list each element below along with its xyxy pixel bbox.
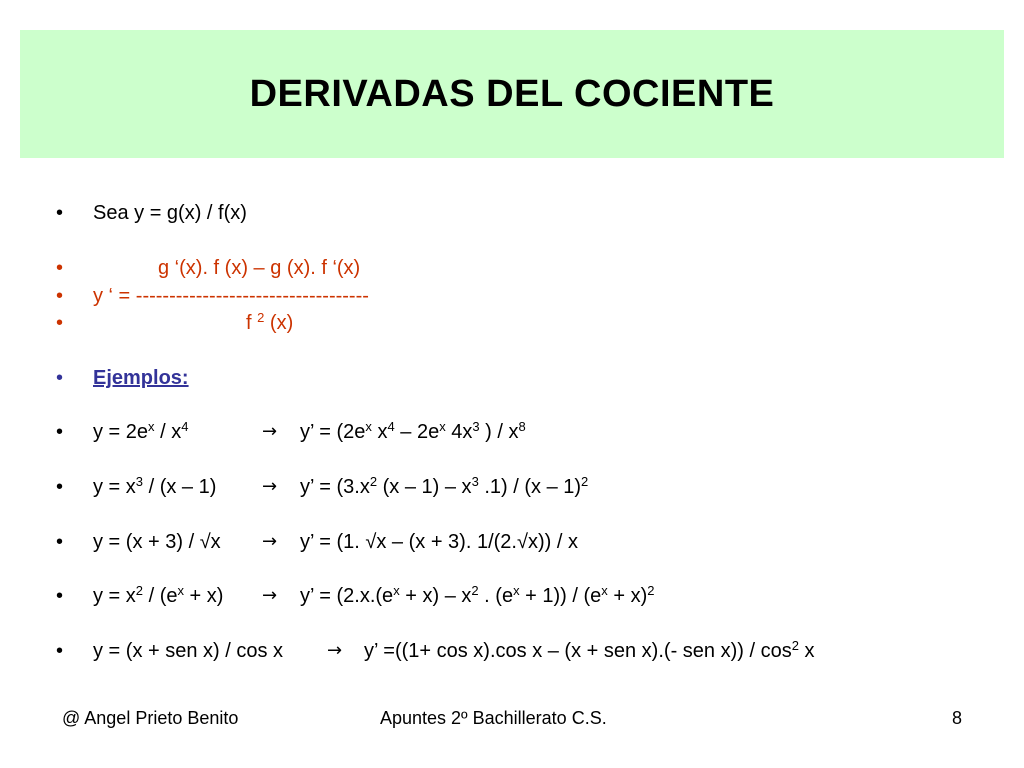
bullet: • xyxy=(56,421,64,443)
example-3 xyxy=(0,528,1024,556)
bullet: • xyxy=(56,367,64,389)
bullet: • xyxy=(56,257,64,279)
examples-heading: Ejemplos: xyxy=(93,367,189,389)
formula-numerator: g ‘(x). f (x) – g (x). f ‘(x) xyxy=(158,257,361,279)
example-5-function: y = (x + sen x) / cos x xyxy=(93,640,284,662)
footer-page-number: 8 xyxy=(952,708,963,728)
right-arrow-icon: → xyxy=(327,640,343,661)
slide-title: DERIVADAS DEL COCIENTE xyxy=(249,72,775,115)
example-2-function: $y = x^3 / (x - 1)$ xyxy=(93,474,217,498)
bullet-line-denominator xyxy=(0,309,1024,337)
bullet-line-ejemplos xyxy=(0,364,1024,392)
example-4-function: $y = x^2 / (e^x + x)$ xyxy=(93,583,224,607)
right-arrow-icon: → xyxy=(262,531,278,552)
bullet-line-numerator xyxy=(0,254,1024,282)
bullet: • xyxy=(56,640,64,662)
definition-text: Sea y = g(x) / f(x) xyxy=(93,202,247,224)
bullet-line-fraction xyxy=(0,282,1024,310)
example-5-derivative: y’ =((1+ cos x).cos x – (x + sen x).(- sen $x)) / \cos^2 x$ xyxy=(364,638,815,662)
bullet-line-definition xyxy=(0,199,1024,227)
bullet: • xyxy=(56,285,64,307)
example-1 xyxy=(0,418,1024,446)
example-2-derivative: y’ = ($3.x^2$ $(x - 1) - x^3$ .1) / (x – 1)$^2$ xyxy=(300,474,589,498)
formula-fraction-bar: y ‘ = ----------------------------------- xyxy=(93,285,369,307)
example-2 xyxy=(0,473,1024,501)
title-banner xyxy=(20,30,1004,158)
example-3-derivative: y’ = (1. √x – (x + 3). 1/(2.√x)) / x xyxy=(300,531,578,553)
example-4-derivative: y’ = ($2.x.(e^x + x) - x^2$ . $(e^x + 1)) / (e^x + x)^2$ xyxy=(300,583,655,607)
right-arrow-icon: → xyxy=(262,421,278,442)
example-1-function: $y = 2e^x / x^4$ xyxy=(93,419,189,443)
bullet: • xyxy=(56,585,64,607)
example-3-function: y = (x + 3) / √x xyxy=(93,531,221,553)
bullet: • xyxy=(56,312,64,334)
formula-denominator: f $^2$ (x) xyxy=(246,310,294,334)
footer-author: @ Angel Prieto Benito xyxy=(62,708,239,728)
bullet: • xyxy=(56,531,64,553)
footer-course: Apuntes 2º Bachillerato C.S. xyxy=(380,708,607,728)
bullet: • xyxy=(56,202,64,224)
right-arrow-icon: → xyxy=(262,585,278,606)
example-5 xyxy=(0,637,1024,665)
example-4 xyxy=(0,582,1024,610)
right-arrow-icon: → xyxy=(262,476,278,497)
bullet: • xyxy=(56,476,64,498)
example-1-derivative: y’ = ($2e^x$ $x^4 - 2e^x$ $4x^3$ ) / $x^8$ xyxy=(300,419,526,443)
